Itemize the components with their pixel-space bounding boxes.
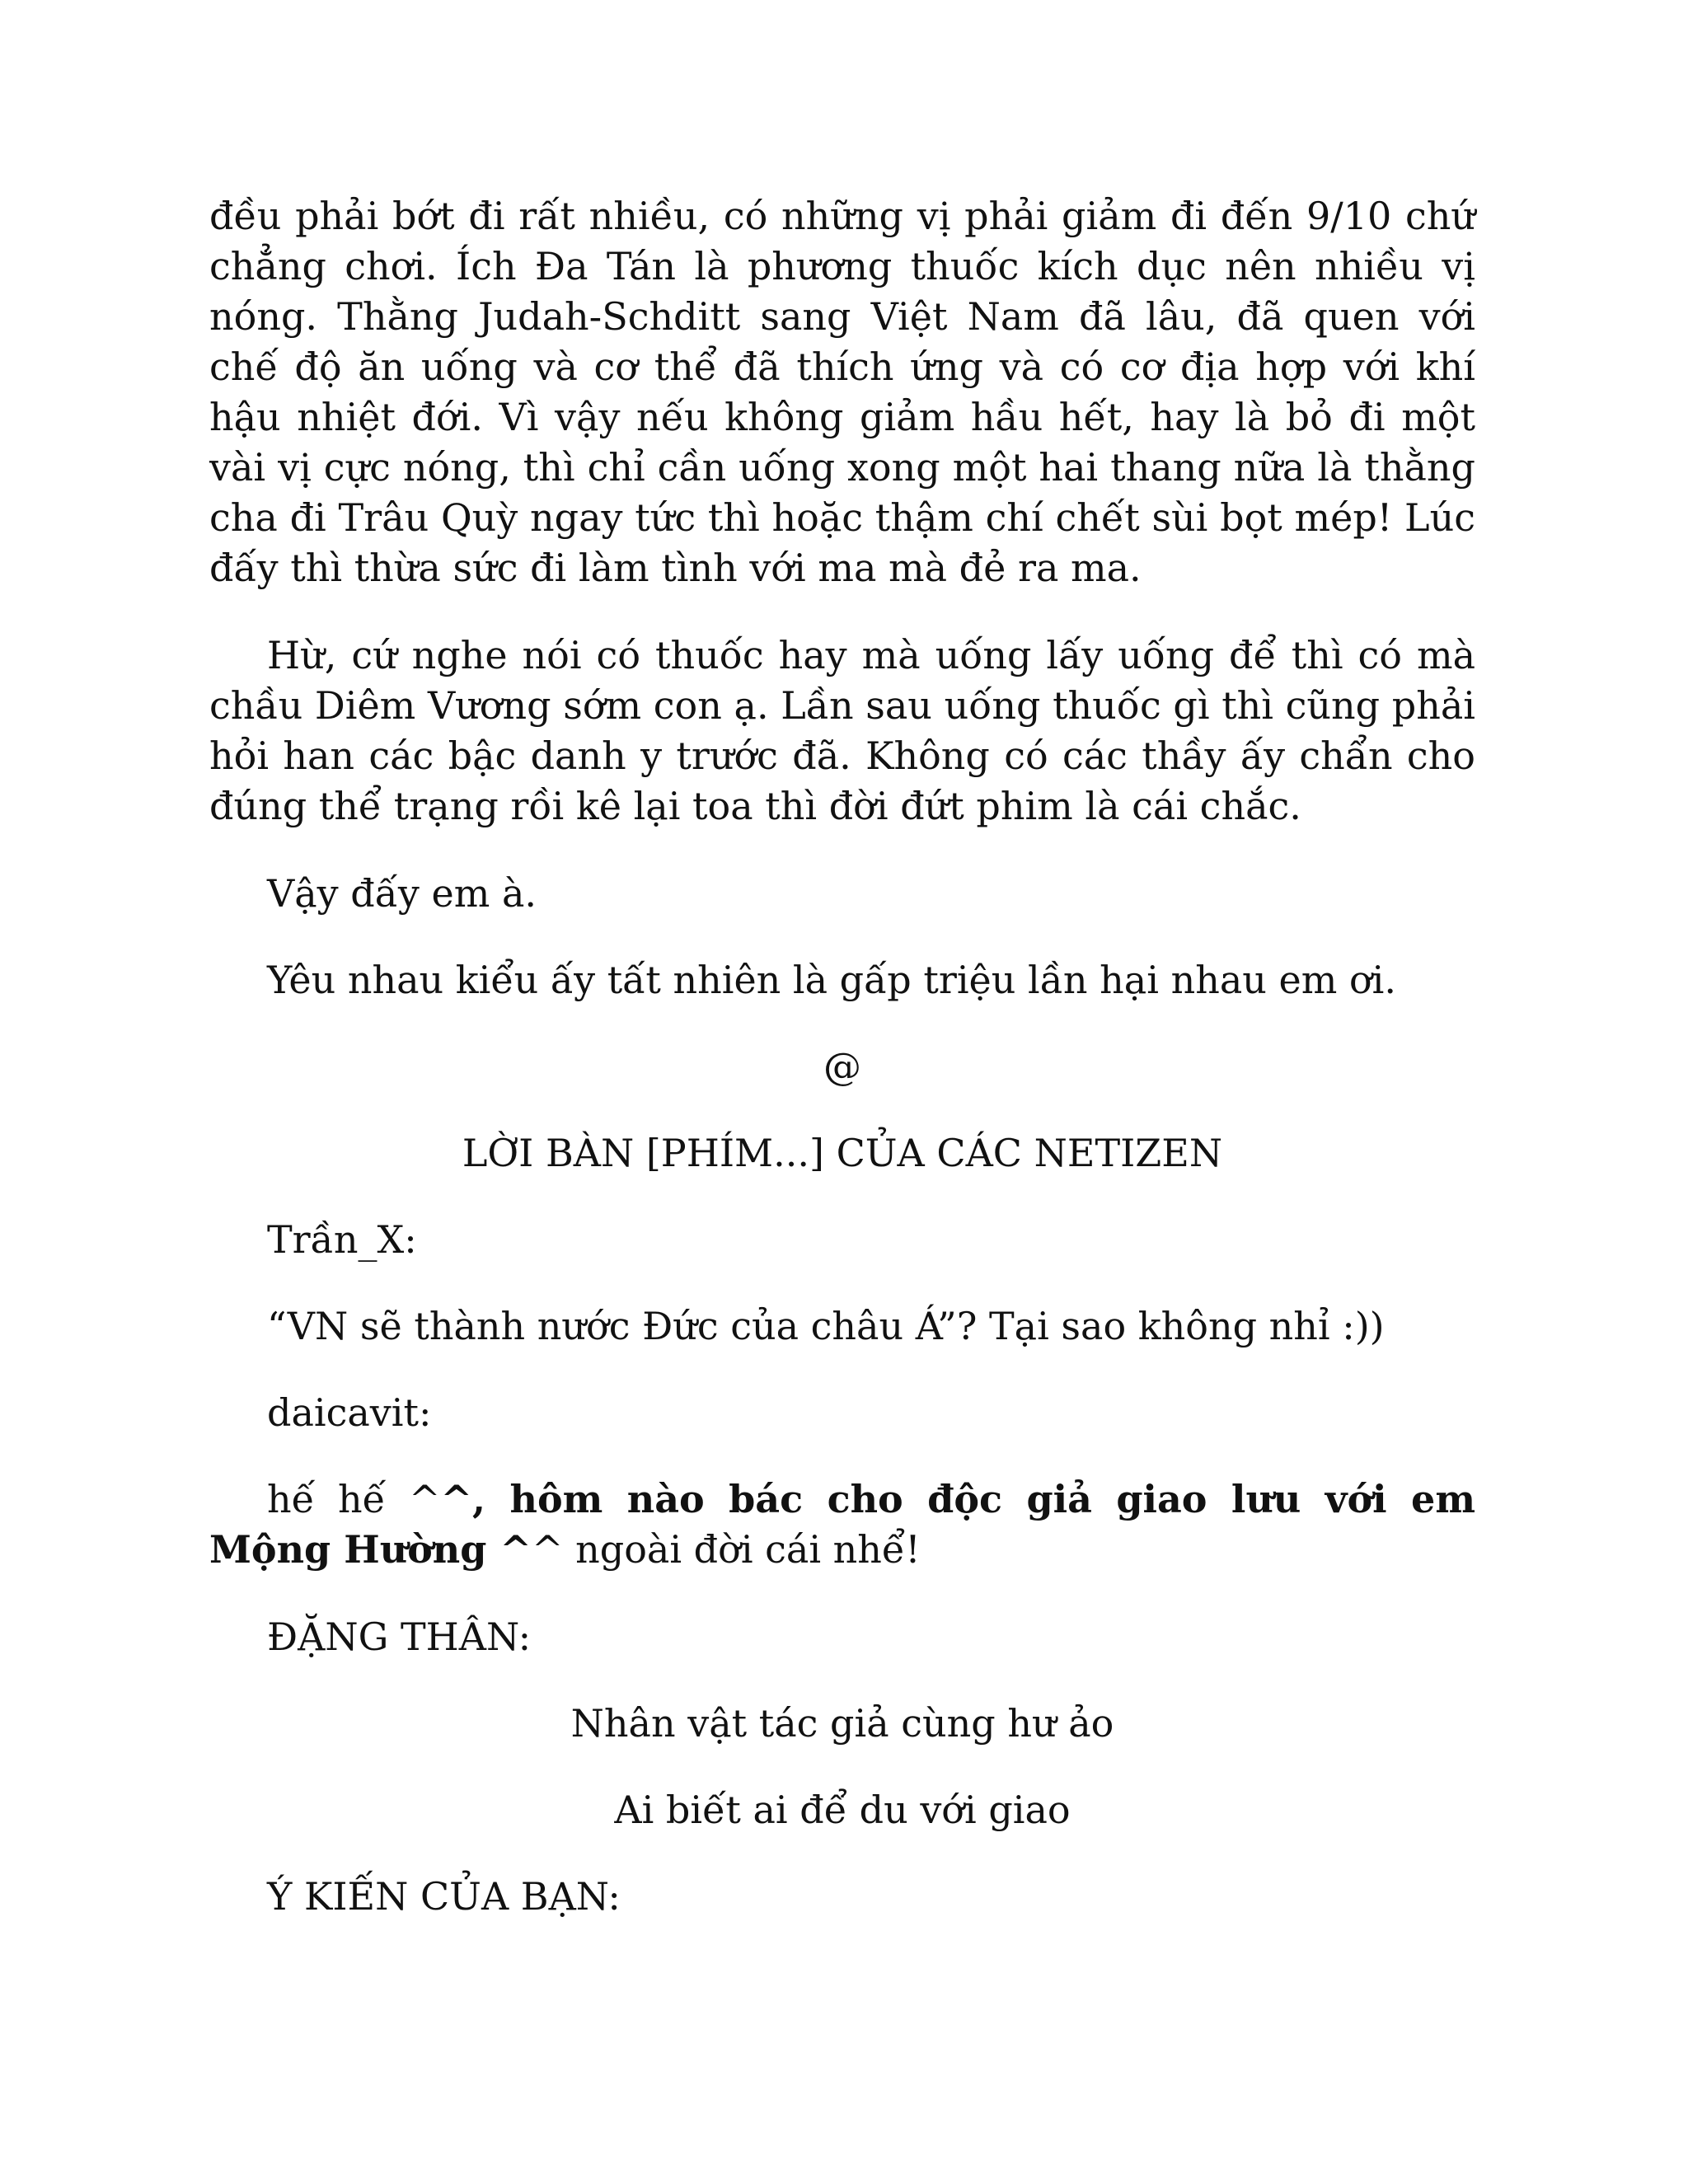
document-body — [209, 191, 1475, 1958]
comment-2-text — [209, 1474, 1475, 1575]
poem-line-2: Ai biết ai để du với giao — [614, 1788, 1071, 1832]
paragraph-2: Hừ, cứ nghe nói có thuốc hay mà uống lấy uống để thì có mà chầu Diêm Vương sớm con ạ. Lần sau uống thuốc gì thì cũng phải hỏi han các bậc danh y trước đã. Không có các thầy ấy chẩn cho đúng thể trạng rồi kê lại toa thì đời đứt phim là cái chắc. — [209, 633, 1475, 828]
poem-line-1: Nhân vật tác giả cùng hư ảo — [570, 1701, 1114, 1746]
section-title: LỜI BÀN [PHÍM...] CỦA CÁC NETIZEN — [462, 1131, 1223, 1175]
paragraph-4: Yêu nhau kiểu ấy tất nhiên là gấp triệu lần hại nhau em ơi. — [267, 958, 1396, 1002]
comment-3-author: ĐẶNG THÂN: — [267, 1615, 532, 1659]
comment-2-text-post: ^ ngoài đời cái nhể! — [531, 1527, 921, 1572]
your-opinion-heading: Ý KIẾN CỦA BẠN: — [267, 1874, 621, 1919]
comment-1-author: Trần_X: — [267, 1217, 417, 1262]
comment-1-text: “VN sẽ thành nước Đức của châu Á”? Tại sao không nhỉ :)) — [267, 1304, 1385, 1348]
paragraph-1: đều phải bớt đi rất nhiều, có những vị phải giảm đi đến 9/10 chứ chẳng chơi. Ích Đa Tán là phương thuốc kích dục nên nhiều vị nóng. Thằng Judah-Schditt sang Việt Nam đã lâu, đã quen với chế độ ăn uống và cơ thể đã thích ứng và có cơ địa hợp với khí hậu nhiệt đới. Vì vậy nếu không giảm hầu hết, hay là bỏ đi một vài vị cực nóng, thì chỉ cần uống xong một hai thang nữa là thằng cha đi Trâu Quỳ ngay tức thì hoặc thậm chí chết sùi bọt mép! Lúc đấy thì thừa sức đi làm tình với ma mà đẻ ra ma. — [209, 194, 1475, 590]
paragraph-3: Vậy đấy em à. — [267, 871, 537, 916]
comment-2-text-pre: hế hế ^ — [267, 1477, 441, 1521]
comment-2-author: daicavit: — [267, 1390, 432, 1435]
comment-2-text-bold: ^, hôm nào bác cho độc giả giao lưu với em Mộng Hường ^ — [209, 1477, 1475, 1572]
section-separator: @ — [823, 1044, 861, 1089]
